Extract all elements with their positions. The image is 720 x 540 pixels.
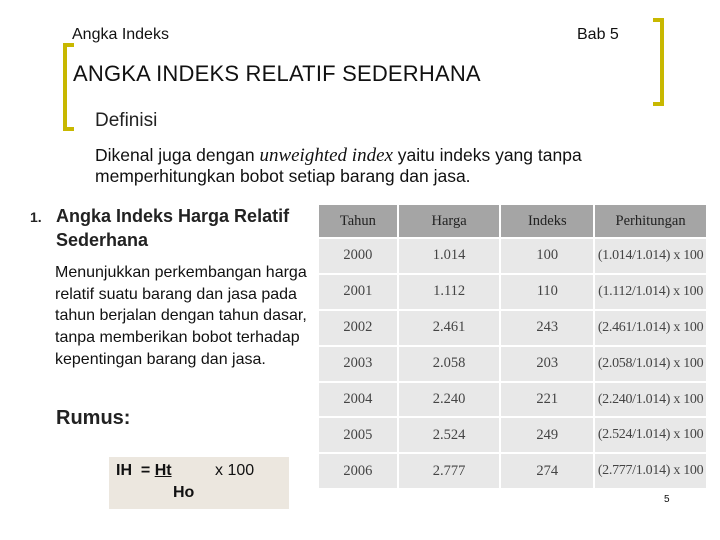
cell-indeks: 274 [500,453,594,488]
cell-indeks: 221 [500,382,594,418]
cell-tahun: 2002 [319,310,398,346]
table-row [319,417,707,453]
formula-label: Rumus: [56,407,131,429]
table-header-row [319,205,707,238]
cell-perhitungan: (2.777/1.014) x 100 [594,453,707,488]
section-title: Angka Indeks Harga Relatif Sederhana [56,206,290,250]
cell-perhitungan: (2.524/1.014) x 100 [594,417,707,453]
col-header-indeks: Indeks [500,205,594,238]
cell-indeks: 243 [500,310,594,346]
cell-indeks: 203 [500,346,594,382]
cell-tahun: 2006 [319,453,398,488]
definition-heading: Definisi [95,110,158,131]
cell-harga: 2.524 [398,417,501,453]
cell-harga: 1.112 [398,274,501,310]
cell-harga: 2.058 [398,346,501,382]
header-chapter: Bab 5 [577,26,619,43]
formula-denominator: Ho [173,484,195,501]
cell-tahun: 2003 [319,346,398,382]
col-header-harga: Harga [398,205,501,238]
cell-tahun: 2004 [319,382,398,418]
table-row [319,274,707,310]
table-row [319,346,707,382]
cell-tahun: 2000 [319,238,398,274]
formula-multiplier: x 100 [215,462,255,479]
table-row [319,453,707,488]
page-number: 5 [664,494,670,505]
cell-harga: 1.014 [398,238,501,274]
formula-lhs: IH = Ht [116,462,172,479]
formula-numerator: Ht [154,462,172,479]
cell-indeks: 249 [500,417,594,453]
cell-tahun: 2005 [319,417,398,453]
cell-harga: 2.240 [398,382,501,418]
definition-italic-term: unweighted index [259,145,393,166]
cell-perhitungan: (2.240/1.014) x 100 [594,382,707,418]
cell-tahun: 2001 [319,274,398,310]
cell-harga: 2.461 [398,310,501,346]
left-bracket-decoration [63,43,74,131]
slide-title: ANGKA INDEKS RELATIF SEDERHANA [73,61,481,86]
header-course-title: Angka Indeks [72,26,169,43]
cell-harga: 2.777 [398,453,501,488]
cell-indeks: 100 [500,238,594,274]
table-row [319,382,707,418]
section-number: 1. [30,209,42,225]
cell-perhitungan: (1.112/1.014) x 100 [594,274,707,310]
index-table [319,205,708,488]
table-row [319,238,707,274]
table-row [319,310,707,346]
cell-perhitungan: (2.461/1.014) x 100 [594,310,707,346]
cell-perhitungan: (1.014/1.014) x 100 [594,238,707,274]
cell-indeks: 110 [500,274,594,310]
definition-text: Dikenal juga dengan unweighted index yaitu indeks yang tanpa memperhitungkan bobot setiap barang dan jasa. [95,145,582,186]
col-header-perhitungan: Perhitungan [594,205,707,238]
col-header-tahun: Tahun [319,205,398,238]
section-description: Menunjukkan perkembangan harga relatif suatu barang dan jasa pada tahun berjalan dengan tahun dasar, tanpa memberikan bobot terhadap kepentingan barang dan jasa. [55,264,307,368]
cell-perhitungan: (2.058/1.014) x 100 [594,346,707,382]
right-bracket-decoration [653,18,664,106]
